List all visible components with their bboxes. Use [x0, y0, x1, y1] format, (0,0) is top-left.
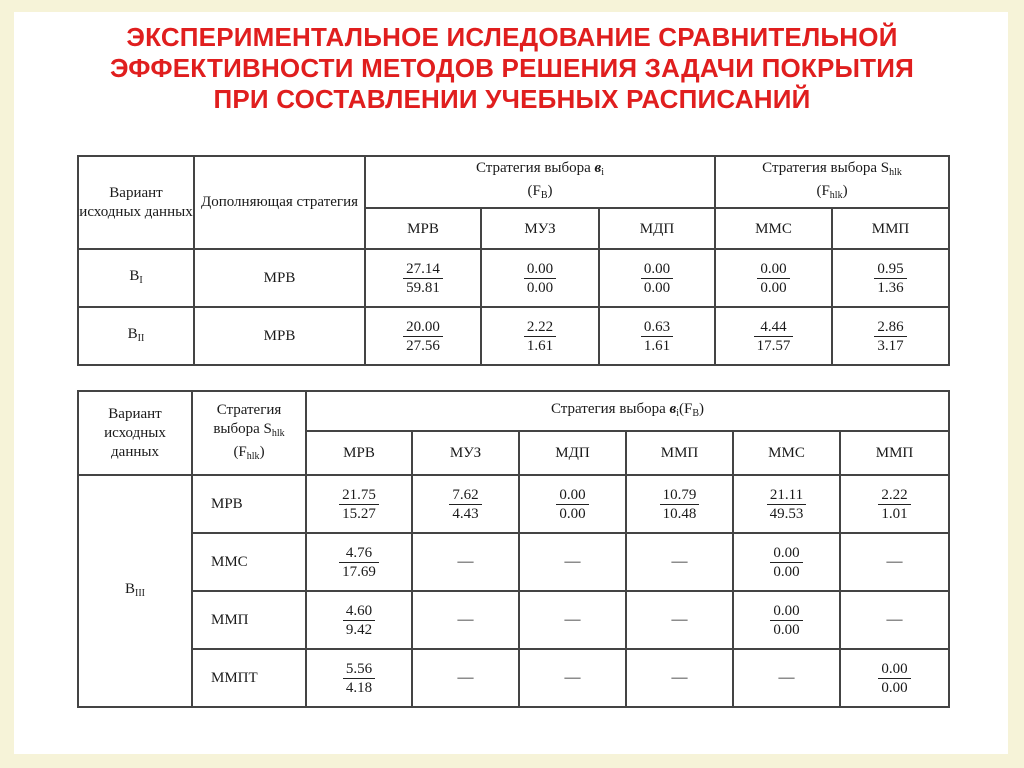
ratio-value — [874, 260, 906, 297]
value-cell — [599, 307, 715, 365]
ratio-value — [403, 260, 443, 297]
ratio-denominator: 15.27 — [342, 505, 376, 522]
strategy-cell: ММП — [192, 591, 306, 649]
ratio-value — [641, 260, 673, 297]
ratio-numerator: 0.00 — [770, 544, 802, 563]
value-cell — [365, 249, 481, 307]
value-cell — [519, 591, 626, 649]
ratio-denominator: 4.18 — [345, 679, 373, 696]
value-cell — [306, 533, 412, 591]
value-cell — [840, 649, 949, 707]
value-cell — [412, 533, 519, 591]
ratio-value — [770, 602, 802, 639]
ratio-numerator: 4.60 — [343, 602, 375, 621]
ratio-numerator: 0.95 — [874, 260, 906, 279]
value-cell — [840, 533, 949, 591]
ratio-value — [339, 544, 379, 581]
empty-dash: — — [457, 553, 474, 570]
ratio-denominator: 49.53 — [769, 505, 804, 522]
ratio-denominator: 0.00 — [881, 679, 908, 696]
ratio-value — [767, 486, 807, 523]
value-cell — [733, 533, 840, 591]
value-cell — [733, 475, 840, 533]
value-cell — [840, 591, 949, 649]
ratio-value — [754, 318, 794, 355]
title-line-2: ЭФФЕКТИВНОСТИ МЕТОДОВ РЕШЕНИЯ ЗАДАЧИ ПОКРЫТИЯ — [109, 53, 915, 83]
empty-dash: — — [671, 669, 688, 686]
ratio-value — [343, 602, 375, 639]
ratio-numerator: 2.86 — [874, 318, 906, 337]
value-cell — [626, 591, 733, 649]
ratio-denominator: 0.00 — [760, 279, 787, 296]
beta-symbol: в — [594, 160, 602, 176]
ratio-value — [524, 260, 556, 297]
value-cell — [715, 249, 832, 307]
ratio-denominator: 3.17 — [877, 337, 904, 354]
ratio-value — [874, 318, 906, 355]
value-cell — [365, 307, 481, 365]
ratio-value — [641, 318, 673, 355]
strategy-cell: МРВ — [194, 307, 365, 365]
value-cell — [733, 591, 840, 649]
ratio-denominator: 59.81 — [406, 279, 440, 296]
ratio-numerator: 4.76 — [339, 544, 379, 563]
ratio-value — [660, 486, 700, 523]
ratio-numerator: 0.00 — [524, 260, 556, 279]
ratio-denominator: 10.48 — [662, 505, 697, 522]
header-variant: Вариант исходных данных — [78, 391, 192, 475]
ratio-numerator: 0.00 — [556, 486, 588, 505]
table-row — [78, 249, 949, 307]
value-cell — [519, 649, 626, 707]
value-cell — [733, 649, 840, 707]
ratio-denominator: 1.61 — [526, 337, 554, 354]
value-cell — [519, 475, 626, 533]
table-row — [78, 533, 949, 591]
sub-header-method: ММП — [626, 431, 733, 475]
header-supplementary-strategy: Дополняющая стратегия — [194, 156, 365, 249]
sub-header-method: МУЗ — [412, 431, 519, 475]
ratio-denominator: 17.69 — [342, 563, 376, 580]
ratio-value — [524, 318, 556, 355]
ratio-value — [878, 486, 910, 523]
ratio-value — [403, 318, 443, 355]
header-strategy-shlk: Стратегия выбора $S_{hlk}$ $(F_{hlk})$ — [715, 156, 949, 208]
sub-header-method: ММП — [832, 208, 949, 249]
header-strategy-beta: Стратегия выбора $в_i$ $(F_B)$ — [365, 156, 715, 208]
empty-dash: — — [886, 611, 903, 628]
slide-title — [0, 22, 1024, 115]
empty-dash: — — [671, 611, 688, 628]
empty-dash: — — [457, 611, 474, 628]
sub-header-method: ММП — [840, 431, 949, 475]
ratio-value — [757, 260, 789, 297]
ratio-numerator: 10.79 — [660, 486, 700, 505]
results-table-2 — [77, 390, 950, 708]
sub-header-method: ММС — [715, 208, 832, 249]
beta-symbol: в — [669, 400, 677, 417]
ratio-value — [878, 660, 910, 697]
table-row — [78, 475, 949, 533]
ratio-value — [339, 486, 379, 523]
ratio-denominator: 0.00 — [643, 279, 671, 296]
ratio-value — [556, 486, 588, 523]
ratio-numerator: 2.22 — [524, 318, 556, 337]
ratio-denominator: 27.56 — [406, 337, 440, 354]
empty-dash: — — [564, 669, 581, 686]
ratio-denominator: 9.42 — [345, 621, 373, 638]
value-cell — [412, 649, 519, 707]
ratio-numerator: 2.22 — [878, 486, 910, 505]
ratio-numerator: 7.62 — [449, 486, 481, 505]
empty-dash: — — [886, 553, 903, 570]
title-line-3: ПРИ СОСТАВЛЕНИИ УЧЕБНЫХ РАСПИСАНИЙ — [213, 84, 811, 114]
strategy-cell: ММПТ — [192, 649, 306, 707]
strategy-cell: МРВ — [194, 249, 365, 307]
table-row — [78, 307, 949, 365]
ratio-numerator: 0.00 — [641, 260, 673, 279]
value-cell — [481, 249, 599, 307]
value-cell — [626, 533, 733, 591]
value-cell — [626, 475, 733, 533]
value-cell — [715, 307, 832, 365]
variant-cell: $B_{III}$ — [78, 475, 192, 707]
table-row — [78, 591, 949, 649]
value-cell — [832, 249, 949, 307]
ratio-numerator: 0.63 — [641, 318, 673, 337]
table-row — [78, 649, 949, 707]
empty-dash: — — [564, 553, 581, 570]
strategy-cell: ММС — [192, 533, 306, 591]
empty-dash: — — [564, 611, 581, 628]
ratio-denominator: 0.00 — [559, 505, 586, 522]
header-strategy-shlk: Стратегия выбора $S_{hlk}$ $(F_{hlk})$ — [192, 391, 306, 475]
ratio-numerator: 0.00 — [757, 260, 789, 279]
ratio-value — [343, 660, 375, 697]
ratio-numerator: 0.00 — [878, 660, 910, 679]
empty-dash: — — [457, 669, 474, 686]
value-cell — [412, 591, 519, 649]
empty-dash: — — [671, 553, 688, 570]
variant-cell: $B_I$ — [78, 249, 194, 307]
value-cell — [626, 649, 733, 707]
value-cell — [519, 533, 626, 591]
sub-header-method: МДП — [599, 208, 715, 249]
ratio-denominator: 1.61 — [643, 337, 671, 354]
ratio-value — [449, 486, 481, 523]
ratio-numerator: 0.00 — [770, 602, 802, 621]
ratio-denominator: 0.00 — [526, 279, 554, 296]
ratio-numerator: 20.00 — [403, 318, 443, 337]
sub-header-method: МРВ — [306, 431, 412, 475]
value-cell — [481, 307, 599, 365]
strategy-cell: МРВ — [192, 475, 306, 533]
ratio-numerator: 21.11 — [767, 486, 807, 505]
title-line-1: ЭКСПЕРИМЕНТАЛЬНОЕ ИСЛЕДОВАНИЕ СРАВНИТЕЛЬНОЙ — [126, 22, 898, 52]
variant-cell: $B_{II}$ — [78, 307, 194, 365]
ratio-denominator: 4.43 — [452, 505, 479, 522]
sub-header-method: МУЗ — [481, 208, 599, 249]
sub-header-method: МРВ — [365, 208, 481, 249]
ratio-denominator: 1.01 — [881, 505, 908, 522]
sub-header-method: МДП — [519, 431, 626, 475]
value-cell — [306, 649, 412, 707]
value-cell — [599, 249, 715, 307]
ratio-numerator: 27.14 — [403, 260, 443, 279]
ratio-denominator: 0.00 — [773, 563, 800, 580]
sub-header-method: ММС — [733, 431, 840, 475]
value-cell — [306, 591, 412, 649]
value-cell — [840, 475, 949, 533]
ratio-numerator: 5.56 — [343, 660, 375, 679]
results-table-1 — [77, 155, 950, 366]
ratio-denominator: 1.36 — [877, 279, 904, 296]
ratio-denominator: 17.57 — [756, 337, 791, 354]
ratio-denominator: 0.00 — [773, 621, 800, 638]
ratio-numerator: 21.75 — [339, 486, 379, 505]
value-cell — [412, 475, 519, 533]
ratio-numerator: 4.44 — [754, 318, 794, 337]
value-cell — [832, 307, 949, 365]
header-variant: Вариант исходных данных — [78, 156, 194, 249]
empty-dash: — — [778, 669, 795, 686]
header-strategy-beta: Стратегия выбора $в_i(F_B)$ — [306, 391, 949, 431]
ratio-value — [770, 544, 802, 581]
value-cell — [306, 475, 412, 533]
